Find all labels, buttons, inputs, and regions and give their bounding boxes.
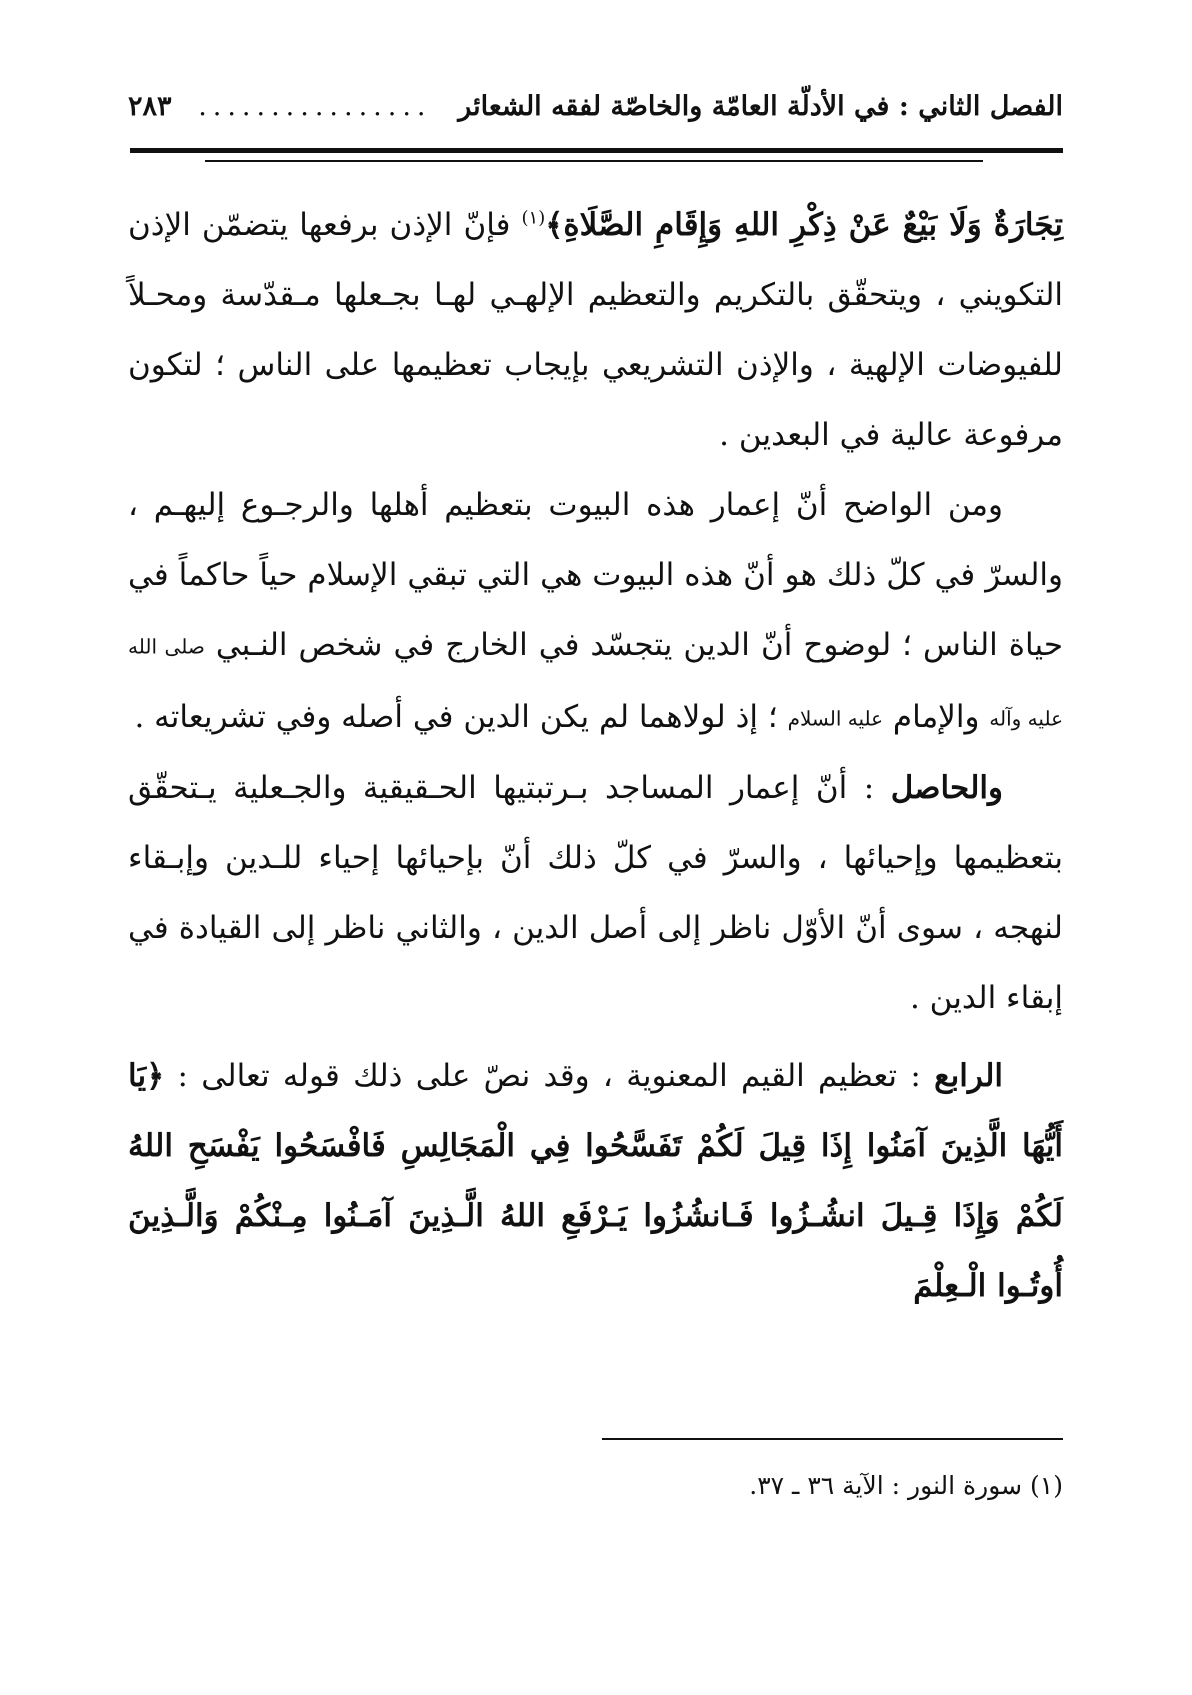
quran-verse: تِجَارَةٌ وَلَا بَيْعٌ عَنْ ذِكْرِ اللهِ وَإِقَامِ الصَّلَاةِ﴾: [545, 207, 1064, 243]
header-rule-thin: [205, 160, 983, 162]
honorific-symbol: صلى الله عليه وآله: [128, 634, 1063, 730]
footnote: (١) سورة النور : الآية ٣٦ ـ ٣٧.: [749, 1471, 1063, 1500]
paragraph-1: [128, 190, 1063, 470]
header-rule-thick: [130, 148, 1063, 153]
paragraph-text: ومن الواضح أنّ إعمار هذه البيوت بتعظيم أهلها والرجـوع إليهـم ، والسرّ في كلّ ذلك هو أنّ هذه البيوت هي التي تبقي الإسلام حياً حاكماً في حياة الناس ؛ لوضوح أنّ الدين يتجسّد في الخارج في شخص النـبي: [128, 487, 1063, 663]
running-header: [128, 78, 1063, 134]
honorific-symbol: عليه السلام: [787, 706, 884, 730]
page-number: ٢٨٣: [128, 90, 172, 122]
paragraph-text: ؛ إذ لولاهما لم يكن الدين في أصله وفي تشريعاته .: [134, 698, 788, 735]
paragraph-4: [128, 1041, 1063, 1321]
paragraph-lead: والحاصل: [890, 770, 1003, 806]
paragraph-text: : أنّ إعمار المساجد بـرتبتيها الحـقيقية والجـعلية يـتحقّق بتعظيمها وإحيائها ، والسرّ في كلّ ذلك أنّ بإحيائها إحياء للـدين وإبـقاء لنهجه ، سوى أنّ الأوّل ناظر إلى أصل الدين ، والثاني ناظر إلى القيادة في إبقاء الدين .: [128, 770, 1063, 1016]
paragraph-2: [128, 470, 1063, 753]
footnote-reference[interactable]: (١): [521, 207, 546, 229]
paragraph-text: : تعظيم القيم المعنوية ، وقد نصّ على ذلك قوله تعالى :: [164, 1058, 935, 1094]
section-heading: الرابع: [934, 1058, 1003, 1094]
quran-verse: ﴿يَا أَيُّهَا الَّذِينَ آمَنُوا إِذَا قِيلَ لَكُمْ تَفَسَّحُوا فِي الْمَجَالِسِ فَافْسَحُوا يَفْسَحِ اللهُ لَكُمْ وَإِذَا قِـيلَ انشُـزُوا فَـانشُزُوا يَـرْفَعِ اللهُ الَّـذِينَ آمَـنُوا مِـنْكُمْ وَالَّـذِينَ أُوتُـوا الْـعِلْمَ: [128, 1058, 1063, 1304]
paragraph-text: فإنّ الإذن برفعها يتضمّن الإذن التكويني ، ويتحقّق بالتكريم والتعظيم الإلهـي لهـا بجـعلها مـقدّسة ومحـلاً للفيوضات الإلهية ، والإذن التشريعي بإيجاب تعظيمها على الناس ؛ لتكون مرفوعة عالية في البعدين .: [128, 207, 1063, 453]
paragraph-text: والإمام: [883, 698, 990, 735]
chapter-title: الفصل الثاني : في الأدلّة العامّة والخاصّة لفقه الشعائر: [458, 90, 1063, 122]
paragraph-3: [128, 753, 1063, 1033]
footnote-separator: [602, 1438, 1063, 1440]
leader-dots: ................: [198, 90, 432, 122]
body-text: [128, 190, 1063, 1321]
